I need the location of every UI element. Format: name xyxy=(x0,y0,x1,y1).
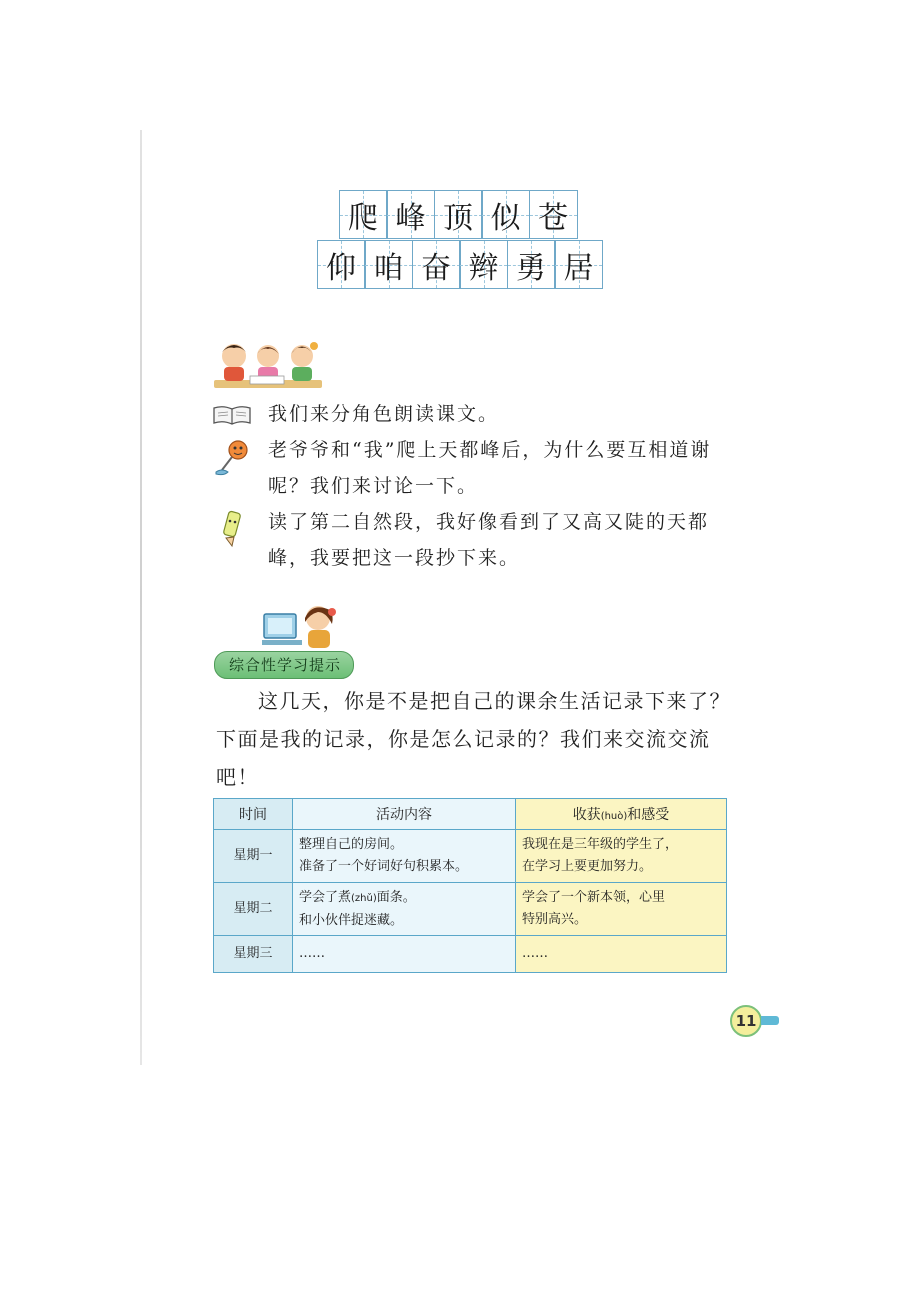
header-time: 时间 xyxy=(214,799,293,830)
table-row xyxy=(214,936,727,973)
pencil-icon xyxy=(212,508,252,548)
page-edge xyxy=(140,130,142,1065)
character-cell: 爬 xyxy=(339,190,388,239)
character-cell: 顶 xyxy=(434,190,483,239)
gains-cell: 学会了一个新本领，心里 特别高兴。 xyxy=(516,883,727,936)
header-gains: 收获(huò)和感受 xyxy=(516,799,727,830)
activity-log-table xyxy=(213,798,727,973)
page-tab-marker xyxy=(761,1016,779,1025)
character-cell: 苍 xyxy=(529,190,578,239)
table-header-row xyxy=(214,799,727,830)
content-cell: 学会了煮(zhǔ)面条。 和小伙伴捉迷藏。 xyxy=(293,883,516,936)
character-grid-row-2 xyxy=(318,240,603,289)
table-row xyxy=(214,830,727,883)
character-grid-row-1 xyxy=(340,190,578,239)
character-cell: 奋 xyxy=(412,240,461,289)
header-content: 活动内容 xyxy=(293,799,516,830)
girl-at-computer-illustration xyxy=(260,602,344,658)
table-row xyxy=(214,883,727,936)
content-cell: …… xyxy=(293,936,516,973)
children-reading-illustration xyxy=(212,336,324,392)
intro-paragraph: 这几天，你是不是把自己的课余生活记录下来了？下面是我的记录，你是怎么记录的？我们来交流交流吧！ xyxy=(216,689,731,789)
content-cell: 整理自己的房间。 准备了一个好词好句积累本。 xyxy=(293,830,516,883)
gains-cell: 我现在是三年级的学生了， 在学习上要更加努力。 xyxy=(516,830,727,883)
character-cell: 仰 xyxy=(317,240,366,289)
character-cell: 勇 xyxy=(507,240,556,289)
activity-discussion: 老爷爷和“我”爬上天都峰后，为什么要互相道谢呢？我们来讨论一下。 xyxy=(268,439,712,497)
character-cell: 居 xyxy=(554,240,603,289)
gains-cell: …… xyxy=(516,936,727,973)
day-cell: 星期二 xyxy=(214,883,293,936)
character-cell: 咱 xyxy=(364,240,413,289)
page-number: 11 xyxy=(730,1005,762,1037)
day-cell: 星期三 xyxy=(214,936,293,973)
character-cell: 峰 xyxy=(386,190,435,239)
activity-copy-paragraph: 读了第二自然段，我好像看到了又高又陡的天都峰，我要把这一段抄下来。 xyxy=(268,511,710,569)
character-cell: 辫 xyxy=(459,240,508,289)
microphone-icon xyxy=(212,438,252,478)
character-cell: 似 xyxy=(481,190,530,239)
activity-read-aloud: 我们来分角色朗读课文。 xyxy=(268,403,500,425)
book-icon xyxy=(212,404,252,426)
section-badge: 综合性学习提示 xyxy=(214,651,354,679)
day-cell: 星期一 xyxy=(214,830,293,883)
